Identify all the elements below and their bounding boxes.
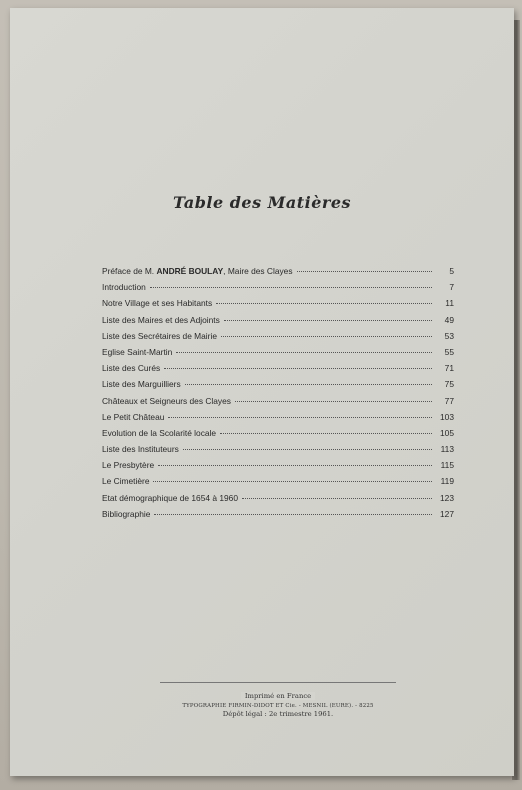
document-page: [10, 8, 514, 776]
toc-entry-title: [102, 282, 146, 292]
toc-leader-dots: [153, 480, 432, 482]
toc-entry-title: [102, 444, 179, 454]
toc-entry-title: [102, 396, 231, 406]
toc-page-number: 103: [440, 411, 454, 422]
toc-entry-title: [102, 347, 172, 357]
toc-page-number: 53: [444, 330, 454, 341]
toc-entry-text: Préface de M.: [102, 266, 157, 276]
toc-entry: [102, 347, 454, 363]
toc-page-number: 119: [440, 476, 454, 487]
toc-page-number: 71: [444, 363, 454, 374]
toc-entry: [102, 282, 454, 298]
toc-page-number: 115: [440, 460, 454, 471]
toc-entry-text: Le Petit Château: [102, 411, 165, 422]
toc-entry-title: [102, 331, 217, 341]
toc-entry: [102, 444, 454, 460]
toc-page-number: 123: [440, 492, 454, 503]
printer-colophon: [160, 682, 396, 718]
toc-entry: [102, 298, 454, 314]
toc-entry-text: Notre Village et ses Habitants: [102, 298, 213, 309]
toc-entry-text: Etat démographique de 1654 à 1960: [102, 492, 238, 503]
toc-entry-title: [102, 412, 164, 422]
colophon-line-2: TYPOGRAPHIE FIRMIN-DIDOT ET Cie. - MESNIL (EURE). - 8225: [182, 703, 374, 709]
toc-entry-text-suffix: , Maire des Clayes: [223, 266, 293, 276]
toc-page-number: 7: [449, 282, 454, 293]
toc-page-number: 5: [449, 266, 454, 276]
toc-entry-text: Liste des Maires et des Adjoints: [102, 314, 220, 325]
toc-entry-text: Evolution de la Scolarité locale: [102, 427, 217, 438]
toc-entry-text: Introduction: [102, 282, 146, 293]
colophon-line-3: Dépôt légal : 2e trimestre 1961.: [222, 710, 334, 718]
toc-entry-title: [102, 493, 238, 503]
toc-leader-dots: [168, 416, 432, 418]
toc-leader-dots: [158, 464, 432, 466]
toc-page-number: 105: [440, 427, 454, 438]
toc-entry: [102, 412, 454, 428]
toc-entry: [102, 509, 454, 525]
toc-entry-title: [102, 266, 293, 276]
toc-entry-title: [102, 379, 181, 389]
toc-entry-title: [102, 428, 216, 438]
toc-page-number: 113: [440, 444, 454, 455]
toc-entry-text: Liste des Curés: [102, 363, 161, 374]
toc-leader-dots: [164, 367, 432, 369]
toc-entry-text: Le Cimetière: [102, 476, 150, 487]
toc-entry-text: Châteaux et Seigneurs des Clayes: [102, 395, 231, 406]
toc-entry-text: Liste des Secrétaires de Mairie: [102, 330, 217, 341]
toc-leader-dots: [183, 448, 432, 450]
toc-entry-title: [102, 363, 160, 373]
toc-leader-dots: [176, 351, 432, 353]
toc-leader-dots: [224, 319, 432, 321]
colophon-rule: [160, 682, 396, 683]
toc-leader-dots: [220, 432, 432, 434]
toc-leader-dots: [297, 270, 432, 272]
toc-leader-dots: [150, 286, 432, 288]
toc-entry: [102, 379, 454, 395]
toc-page-number: 11: [445, 298, 454, 309]
toc-page-number: 77: [444, 395, 454, 406]
toc-entry-name: ANDRÉ BOULAY: [156, 266, 224, 276]
toc-leader-dots: [154, 513, 432, 515]
toc-entry-text: Bibliographie: [102, 508, 151, 519]
toc-leader-dots: [216, 302, 432, 304]
toc-entry-title: [102, 315, 220, 325]
toc-page-number: 127: [440, 508, 454, 519]
toc-entry: [102, 428, 454, 444]
toc-entry: [102, 363, 454, 379]
toc-page-number: 49: [444, 314, 454, 325]
toc-entry: [102, 266, 454, 282]
toc-entry-text: Le Presbytère: [102, 460, 155, 471]
toc-leader-dots: [242, 497, 432, 499]
colophon-line-1: Imprimé en France: [241, 692, 315, 700]
toc-page-number: 55: [444, 346, 454, 357]
toc-entry: [102, 331, 454, 347]
toc-entry: [102, 396, 454, 412]
page-title: Table des Matières: [172, 193, 352, 212]
toc-entry: [102, 493, 454, 509]
toc-entry: [102, 315, 454, 331]
toc-entry-text: Eglise Saint-Martin: [102, 346, 173, 357]
toc-leader-dots: [221, 335, 432, 337]
toc-leader-dots: [235, 400, 432, 402]
toc-page-number: 75: [444, 379, 454, 390]
toc-entry-title: [102, 509, 150, 519]
table-of-contents: [102, 266, 454, 525]
toc-entry-title: [102, 460, 154, 470]
toc-entry-text: Liste des Marguilliers: [102, 379, 181, 390]
toc-entry: [102, 460, 454, 476]
toc-entry: [102, 476, 454, 492]
toc-entry-title: [102, 476, 149, 486]
toc-entry-title: [102, 298, 212, 308]
toc-entry-text: Liste des Instituteurs: [102, 444, 179, 455]
toc-leader-dots: [185, 383, 432, 385]
